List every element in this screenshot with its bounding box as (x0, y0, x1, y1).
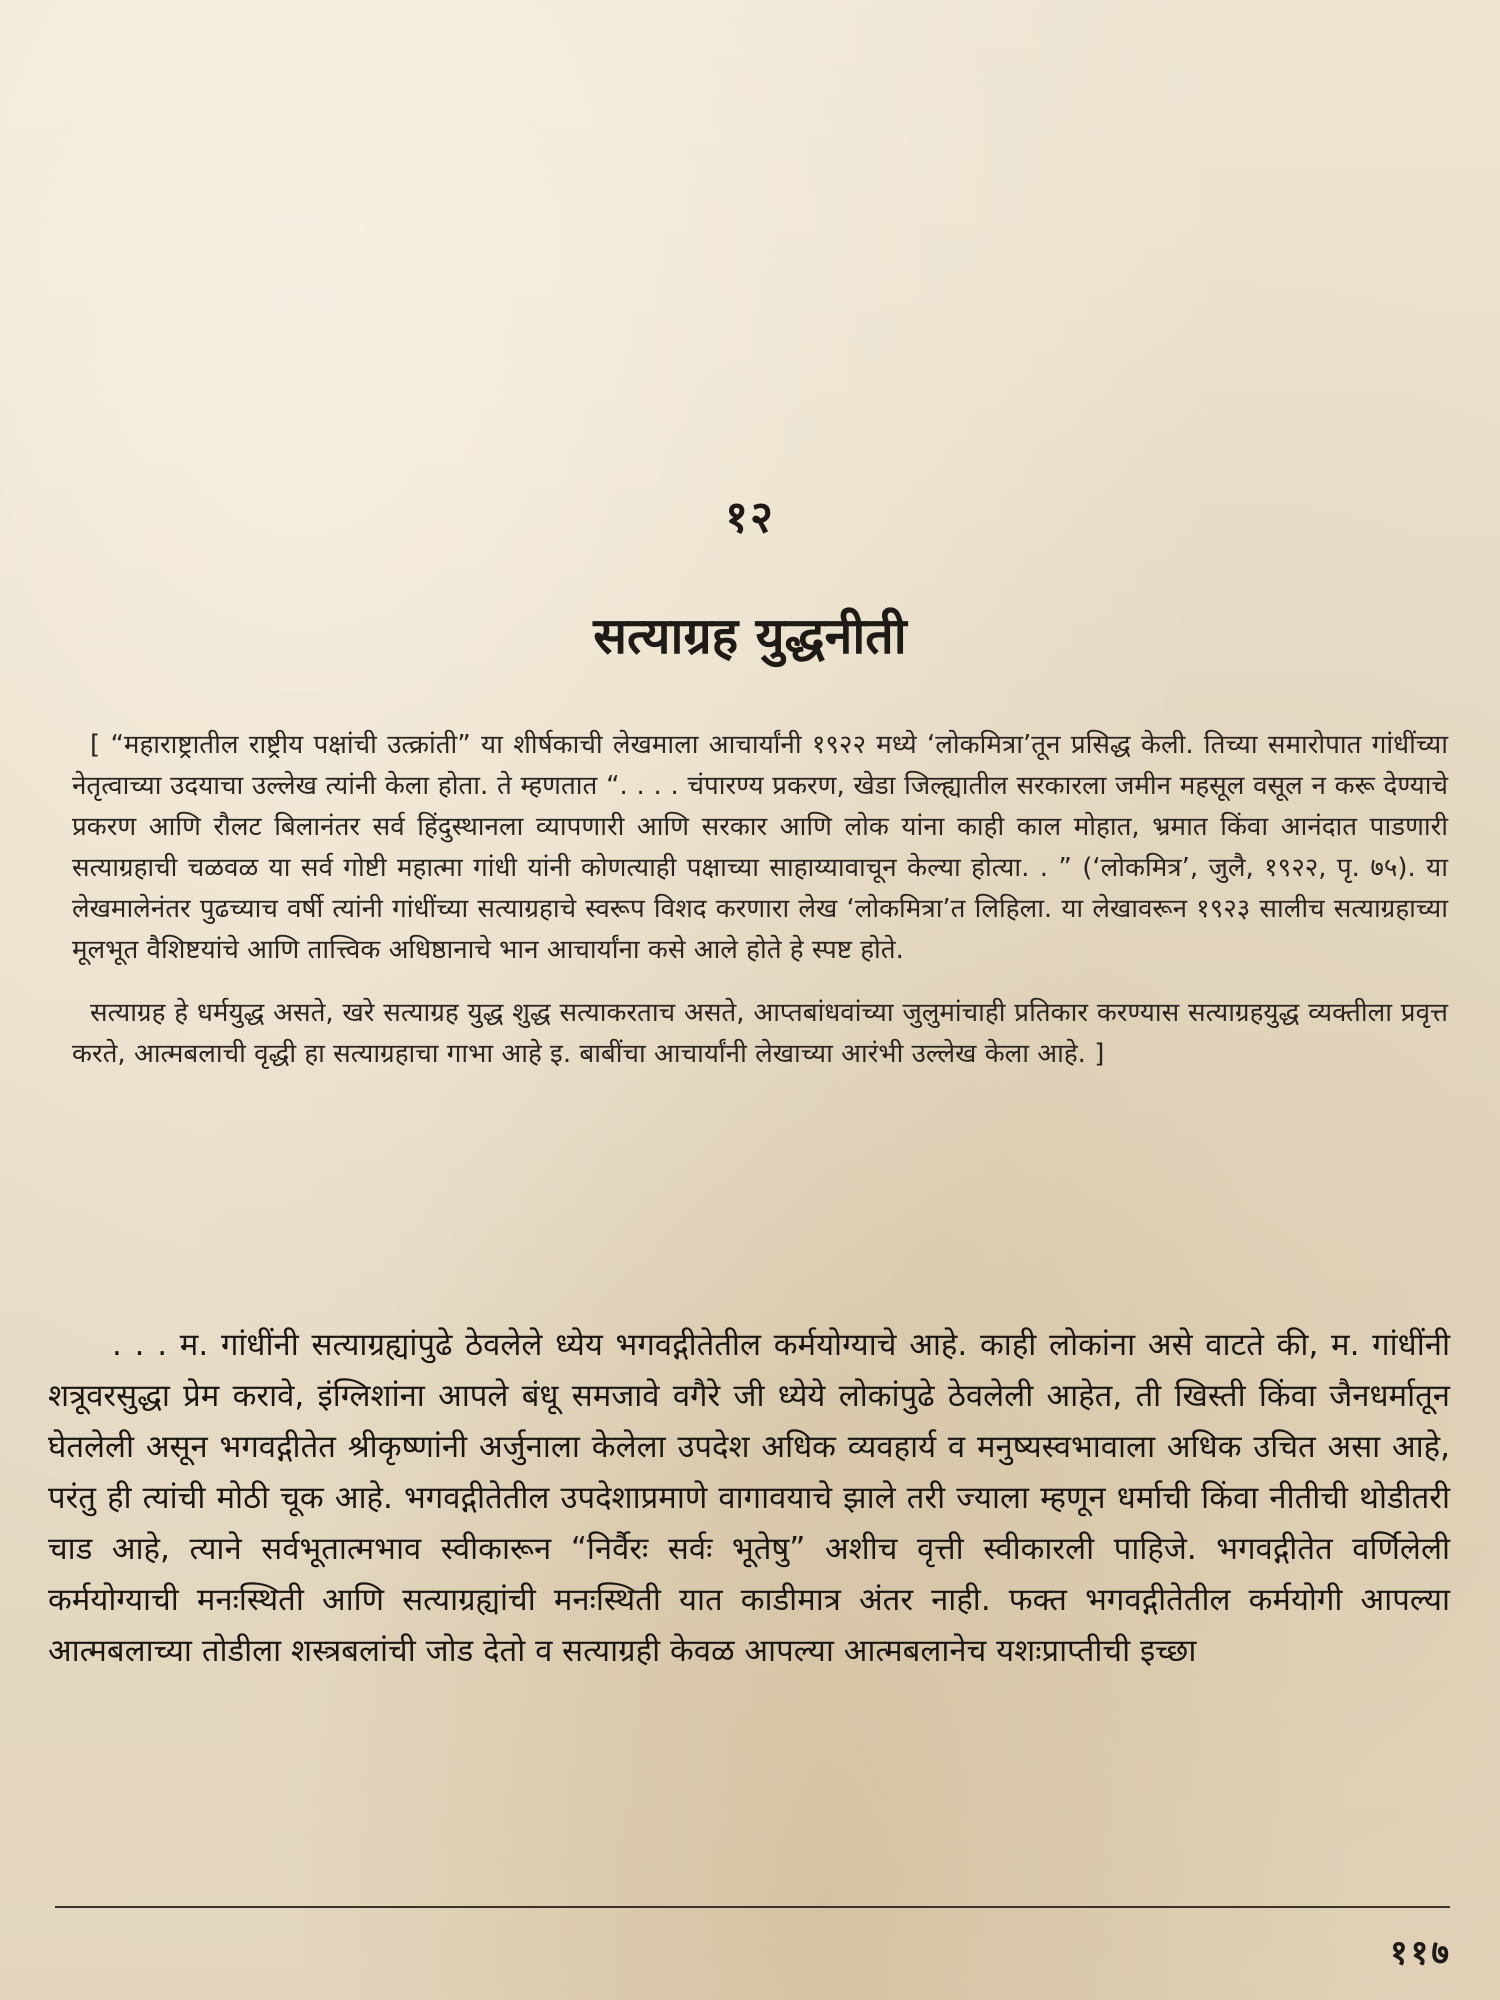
intro-paragraph-1: [ “महाराष्ट्रातील राष्ट्रीय पक्षांची उत्क्रांती” या शीर्षकाची लेखमाला आचार्यांनी १९२२ मध्ये ‘लोकमित्रा’तून प्रसिद्ध केली. तिच्या समारोपात गांधींच्या नेतृत्वाच्या उदयाचा उल्लेख त्यांनी केला होता. ते म्हणतात “. . . . चंपारण्य प्रकरण, खेडा जिल्ह्यातील सरकारला जमीन महसूल वसूल न करू देण्याचे प्रकरण आणि रौलट बिलानंतर सर्व हिंदुस्थानला व्यापणारी आणि सरकार आणि लोक यांना काही काल मोहात, भ्रमात किंवा आनंदात पाडणारी सत्याग्रहाची चळवळ या सर्व गोष्टी महात्मा गांधी यांनी कोणत्याही पक्षाच्या साहाय्यावाचून केल्या होत्या. . ” (‘लोकमित्र’, जुलै, १९२२, पृ. ७५). या लेखमालेनंतर पुढच्याच वर्षी त्यांनी गांधींच्या सत्याग्रहाचे स्वरूप विशद करणारा लेख ‘लोकमित्रा’त लिहिला. या लेखावरून १९२३ सालीच सत्याग्रहाच्या मूलभूत वैशिष्टयांचे आणि तात्त्विक अधिष्ठानाचे भान आचार्यांना कसे आले होते हे स्पष्ट होते. (72, 730, 1448, 965)
chapter-number: १२ (725, 492, 775, 543)
footer-divider (55, 1906, 1450, 1908)
page-number: ११७ (1389, 1933, 1452, 1973)
editor-introduction (72, 725, 1448, 1075)
chapter-title: सत्याग्रह युद्धनीती (593, 607, 907, 665)
main-body (48, 1320, 1450, 1677)
intro-paragraph-2: सत्याग्रह हे धर्मयुद्ध असते, खरे सत्याग्रह युद्ध शुद्ध सत्याकरताच असते, आप्तबांधवांच्या जुलुमांचाही प्रतिकार करण्यास सत्याग्रहयुद्ध व्यक्तीला प्रवृत्त करते, आत्मबलाची वृद्धी हा सत्याग्रहाचा गाभा आहे इ. बाबींचा आचार्यांनी लेखाच्या आरंभी उल्लेख केला आहे. ] (72, 998, 1448, 1069)
body-paragraph: . . . म. गांधींनी सत्याग्रह्यांपुढे ठेवलेले ध्येय भगवद्गीतेतील कर्मयोग्याचे आहे. काही लोकांना असे वाटते की, म. गांधींनी शत्रूवरसुद्धा प्रेम करावे, इंग्लिशांना आपले बंधू समजावे वगैरे जी ध्येये लोकांपुढे ठेवलेली आहेत, ती खिस्ती किंवा जैनधर्मातून घेतलेली असून भगवद्गीतेत श्रीकृष्णांनी अर्जुनाला केलेला उपदेश अधिक व्यवहार्य व मनुष्यस्वभावाला अधिक उचित असा आहे, परंतु ही त्यांची मोठी चूक आहे. भगवद्गीतेतील उपदेशाप्रमाणे वागावयाचे झाले तरी ज्याला म्हणून धर्माची किंवा नीतीची थोडीतरी चाड आहे, त्याने सर्वभूतात्मभाव स्वीकारून “निर्वैरः सर्वः भूतेषु” अशीच वृत्ती स्वीकारली पाहिजे. भगवद्गीतेत वर्णिलेली कर्मयोग्याची मनःस्थिती आणि सत्याग्रह्यांची मनःस्थिती यात काडीमात्र अंतर नाही. फक्त भगवद्गीतेतील कर्मयोगी आपल्या आत्मबलाच्या तोडीला शस्त्रबलांची जोड देतो व सत्याग्रही केवळ आपल्या आत्मबलानेच यशःप्राप्तीची इच्छा (48, 1327, 1450, 1669)
